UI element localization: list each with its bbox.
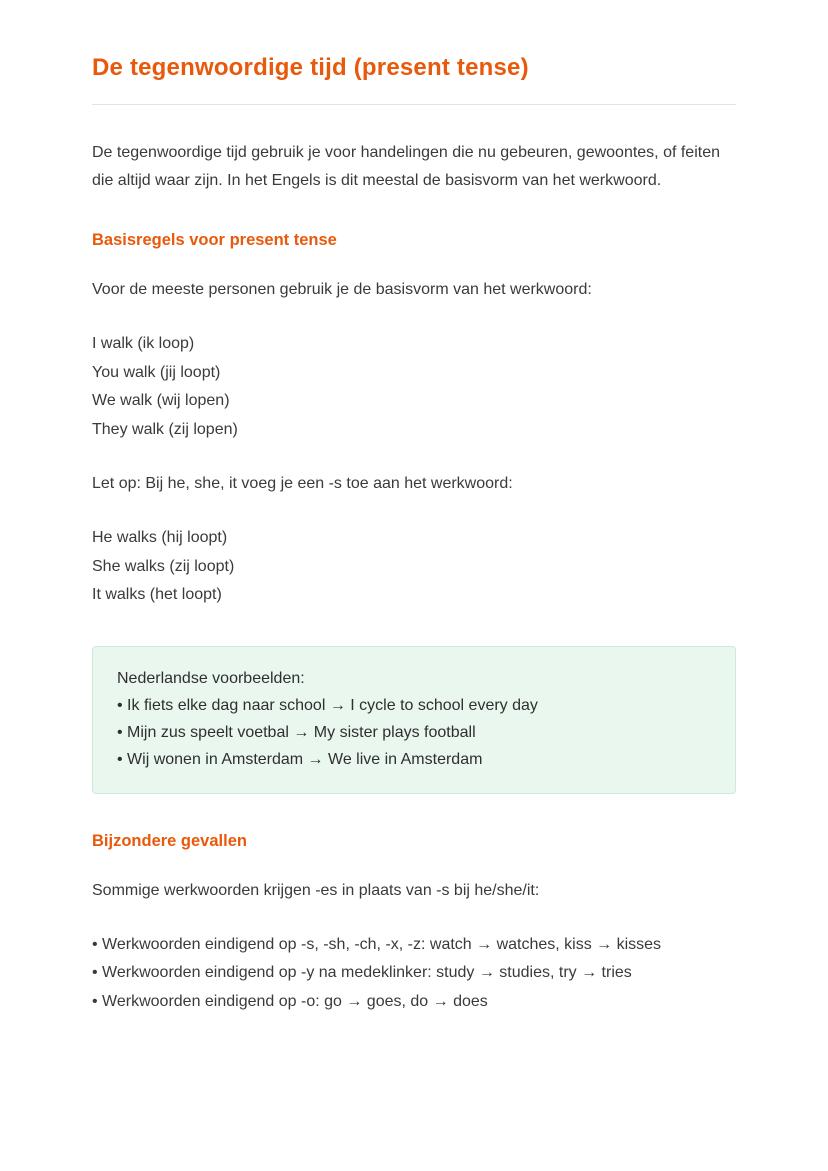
section-heading-basics: Basisregels voor present tense — [92, 231, 337, 249]
basics-note: Let op: Bij he, she, it voeg je een -s toe aan het werkwoord: — [92, 475, 513, 492]
example-line: He walks (hij loopt) — [92, 529, 228, 546]
document-content — [92, 0, 736, 1016]
example-line: It walks (het loopt) — [92, 586, 222, 603]
special-rules-list — [92, 931, 736, 1017]
example-list-base-form — [92, 330, 736, 444]
page-title: De tegenwoordige tijd (present tense) — [92, 54, 529, 81]
examples-callout-box — [92, 646, 736, 794]
intro-paragraph: De tegenwoordige tijd gebruik je voor handelingen die nu gebeuren, gewoontes, of feiten die altijd waar zijn. In het Engels is dit meestal de basisvorm van het werkwoord. — [92, 144, 720, 189]
special-rule-item: • Werkwoorden eindigend op -o: go → goes, do → does — [92, 992, 488, 1010]
example-line: You walk (jij loopt) — [92, 363, 221, 381]
example-list-s-form — [92, 524, 736, 610]
special-lead: Sommige werkwoorden krijgen -es in plaats van -s bij he/she/it: — [92, 881, 540, 899]
callout-item: • Wij wonen in Amsterdam → We live in Amsterdam — [117, 750, 483, 768]
section-heading-special: Bijzondere gevallen — [92, 831, 247, 850]
example-line: She walks (zij loopt) — [92, 557, 235, 575]
basics-lead: Voor de meeste personen gebruik je de basisvorm van het werkwoord: — [92, 281, 592, 298]
title-divider — [92, 104, 736, 105]
callout-title: Nederlandse voorbeelden: — [117, 669, 305, 687]
example-line: They walk (zij lopen) — [92, 420, 238, 438]
special-rule-item: • Werkwoorden eindigend op -s, -sh, -ch, -x, -z: watch → watches, kiss → kisses — [92, 935, 662, 953]
callout-item: • Mijn zus speelt voetbal → My sister plays football — [117, 723, 476, 741]
callout-item: • Ik fiets elke dag naar school → I cycle to school every day — [117, 696, 538, 714]
example-line: I walk (ik loop) — [92, 335, 195, 352]
example-line: We walk (wij lopen) — [92, 392, 230, 409]
special-rule-item: • Werkwoorden eindigend op -y na medeklinker: study → studies, try → tries — [92, 964, 632, 981]
